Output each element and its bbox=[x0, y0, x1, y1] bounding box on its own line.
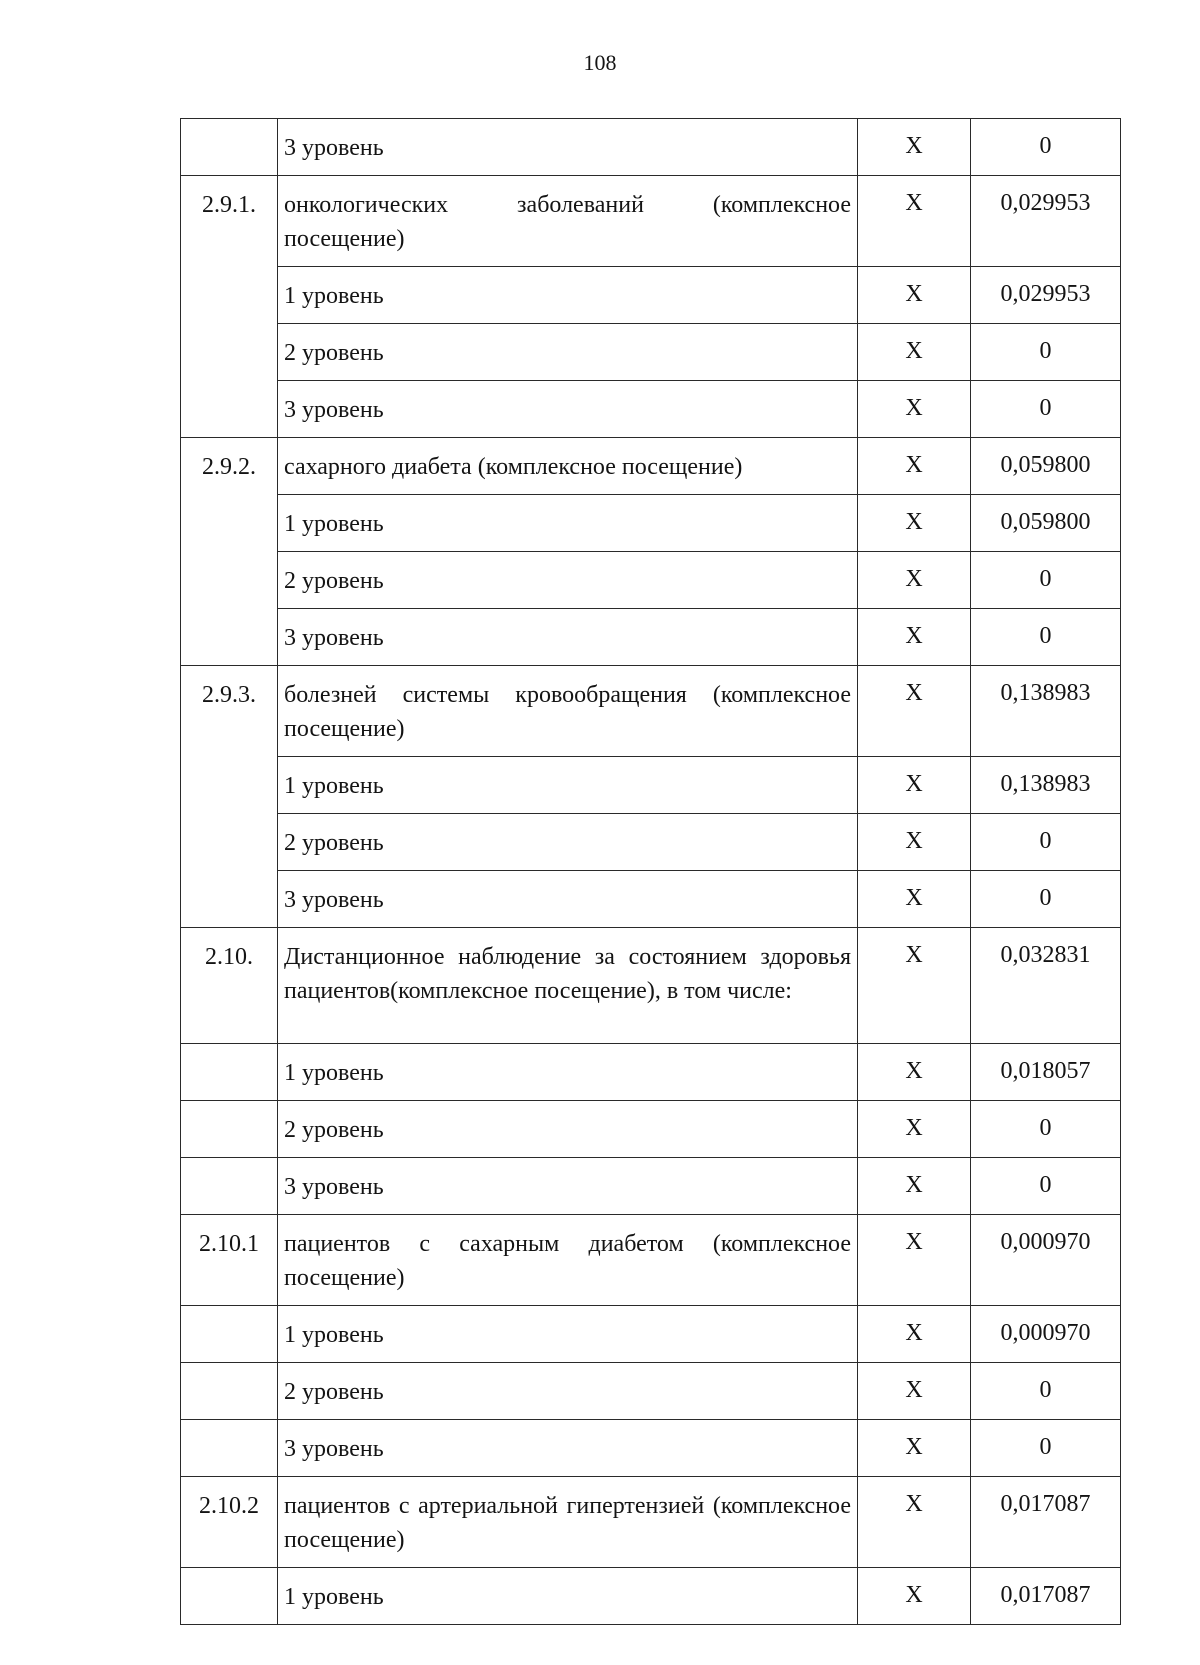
row-description: 2 уровень bbox=[278, 552, 858, 609]
row-x-mark: Х bbox=[858, 814, 971, 871]
table-row bbox=[181, 1420, 1121, 1477]
row-description: 2 уровень bbox=[278, 324, 858, 381]
row-x-mark: Х bbox=[858, 609, 971, 666]
row-number-cell bbox=[181, 1568, 278, 1625]
row-description: 1 уровень bbox=[278, 495, 858, 552]
row-number-cell bbox=[181, 1420, 278, 1477]
row-x-mark: Х bbox=[858, 495, 971, 552]
row-number-cell bbox=[181, 1044, 278, 1101]
row-description: 2 уровень bbox=[278, 814, 858, 871]
row-value: 0 bbox=[971, 119, 1121, 176]
table-row bbox=[181, 381, 1121, 438]
row-value: 0,138983 bbox=[971, 666, 1121, 757]
table-row bbox=[181, 267, 1121, 324]
row-x-mark: Х bbox=[858, 438, 971, 495]
row-value: 0 bbox=[971, 324, 1121, 381]
row-value: 0,000970 bbox=[971, 1215, 1121, 1306]
row-description: сахарного диабета (комплексное посещение) bbox=[278, 438, 858, 495]
row-number-cell: 2.9.3. bbox=[181, 666, 278, 928]
row-x-mark: Х bbox=[858, 1477, 971, 1568]
table-row bbox=[181, 1363, 1121, 1420]
row-value: 0,018057 bbox=[971, 1044, 1121, 1101]
row-x-mark: Х bbox=[858, 267, 971, 324]
row-number-cell bbox=[181, 1363, 278, 1420]
row-value: 0 bbox=[971, 1101, 1121, 1158]
row-value: 0,017087 bbox=[971, 1568, 1121, 1625]
row-description: 3 уровень bbox=[278, 381, 858, 438]
table-row bbox=[181, 1158, 1121, 1215]
row-value: 0,000970 bbox=[971, 1306, 1121, 1363]
row-number-cell: 2.9.2. bbox=[181, 438, 278, 666]
row-x-mark: Х bbox=[858, 1568, 971, 1625]
table-row bbox=[181, 871, 1121, 928]
table-row bbox=[181, 495, 1121, 552]
row-value: 0 bbox=[971, 552, 1121, 609]
row-value: 0 bbox=[971, 1420, 1121, 1477]
row-x-mark: Х bbox=[858, 1101, 971, 1158]
row-description: болезней системы кровообращения (комплексное посещение) bbox=[278, 666, 858, 757]
row-description: 1 уровень bbox=[278, 267, 858, 324]
row-value: 0,138983 bbox=[971, 757, 1121, 814]
row-number-cell bbox=[181, 1158, 278, 1215]
table-row bbox=[181, 1101, 1121, 1158]
row-number-cell bbox=[181, 119, 278, 176]
row-x-mark: Х bbox=[858, 871, 971, 928]
table-row bbox=[181, 552, 1121, 609]
row-number-cell: 2.10.2 bbox=[181, 1477, 278, 1568]
row-x-mark: Х bbox=[858, 666, 971, 757]
row-value: 0 bbox=[971, 381, 1121, 438]
row-description: 1 уровень bbox=[278, 1044, 858, 1101]
row-x-mark: Х bbox=[858, 1420, 971, 1477]
row-x-mark: Х bbox=[858, 1158, 971, 1215]
row-description: пациентов с сахарным диабетом (комплексное посещение) bbox=[278, 1215, 858, 1306]
table-row bbox=[181, 814, 1121, 871]
page-number: 108 bbox=[583, 50, 617, 75]
row-value: 0 bbox=[971, 1363, 1121, 1420]
row-number-cell bbox=[181, 1306, 278, 1363]
table-row bbox=[181, 666, 1121, 757]
row-value: 0,032831 bbox=[971, 928, 1121, 1044]
row-description: 3 уровень bbox=[278, 1158, 858, 1215]
row-description: 3 уровень bbox=[278, 871, 858, 928]
row-value: 0,029953 bbox=[971, 176, 1121, 267]
row-number-cell: 2.10. bbox=[181, 928, 278, 1044]
row-description: 1 уровень bbox=[278, 1306, 858, 1363]
row-x-mark: Х bbox=[858, 176, 971, 267]
row-description: 1 уровень bbox=[278, 1568, 858, 1625]
row-number-cell: 2.9.1. bbox=[181, 176, 278, 438]
row-x-mark: Х bbox=[858, 119, 971, 176]
table-row bbox=[181, 1215, 1121, 1306]
data-table bbox=[180, 118, 1121, 1625]
row-description: 2 уровень bbox=[278, 1101, 858, 1158]
row-value: 0 bbox=[971, 871, 1121, 928]
row-x-mark: Х bbox=[858, 1363, 971, 1420]
row-x-mark: Х bbox=[858, 757, 971, 814]
table-row bbox=[181, 928, 1121, 1044]
row-x-mark: Х bbox=[858, 928, 971, 1044]
row-value: 0,059800 bbox=[971, 495, 1121, 552]
table-row bbox=[181, 1044, 1121, 1101]
row-x-mark: Х bbox=[858, 324, 971, 381]
table-row bbox=[181, 609, 1121, 666]
row-value: 0 bbox=[971, 1158, 1121, 1215]
row-description: 1 уровень bbox=[278, 757, 858, 814]
row-value: 0 bbox=[971, 814, 1121, 871]
row-description: пациентов с артериальной гипертензией (комплексное посещение) bbox=[278, 1477, 858, 1568]
row-value: 0 bbox=[971, 609, 1121, 666]
row-number-cell: 2.10.1 bbox=[181, 1215, 278, 1306]
row-x-mark: Х bbox=[858, 552, 971, 609]
table-row bbox=[181, 1306, 1121, 1363]
table-row bbox=[181, 1477, 1121, 1568]
row-value: 0,029953 bbox=[971, 267, 1121, 324]
row-description: онкологических заболеваний (комплексное посещение) bbox=[278, 176, 858, 267]
row-x-mark: Х bbox=[858, 1044, 971, 1101]
row-description: 3 уровень bbox=[278, 609, 858, 666]
table-row bbox=[181, 324, 1121, 381]
row-x-mark: Х bbox=[858, 1306, 971, 1363]
table-row bbox=[181, 176, 1121, 267]
table-row bbox=[181, 438, 1121, 495]
row-description: 3 уровень bbox=[278, 1420, 858, 1477]
row-number-cell bbox=[181, 1101, 278, 1158]
row-value: 0,017087 bbox=[971, 1477, 1121, 1568]
row-description: 2 уровень bbox=[278, 1363, 858, 1420]
table-row bbox=[181, 1568, 1121, 1625]
table-row bbox=[181, 119, 1121, 176]
row-x-mark: Х bbox=[858, 381, 971, 438]
table-row bbox=[181, 757, 1121, 814]
row-x-mark: Х bbox=[858, 1215, 971, 1306]
row-description: 3 уровень bbox=[278, 119, 858, 176]
row-value: 0,059800 bbox=[971, 438, 1121, 495]
row-description: Дистанционное наблюдение за состоянием здоровья пациентов(комплексное посещение), в том числе: bbox=[278, 928, 858, 1044]
